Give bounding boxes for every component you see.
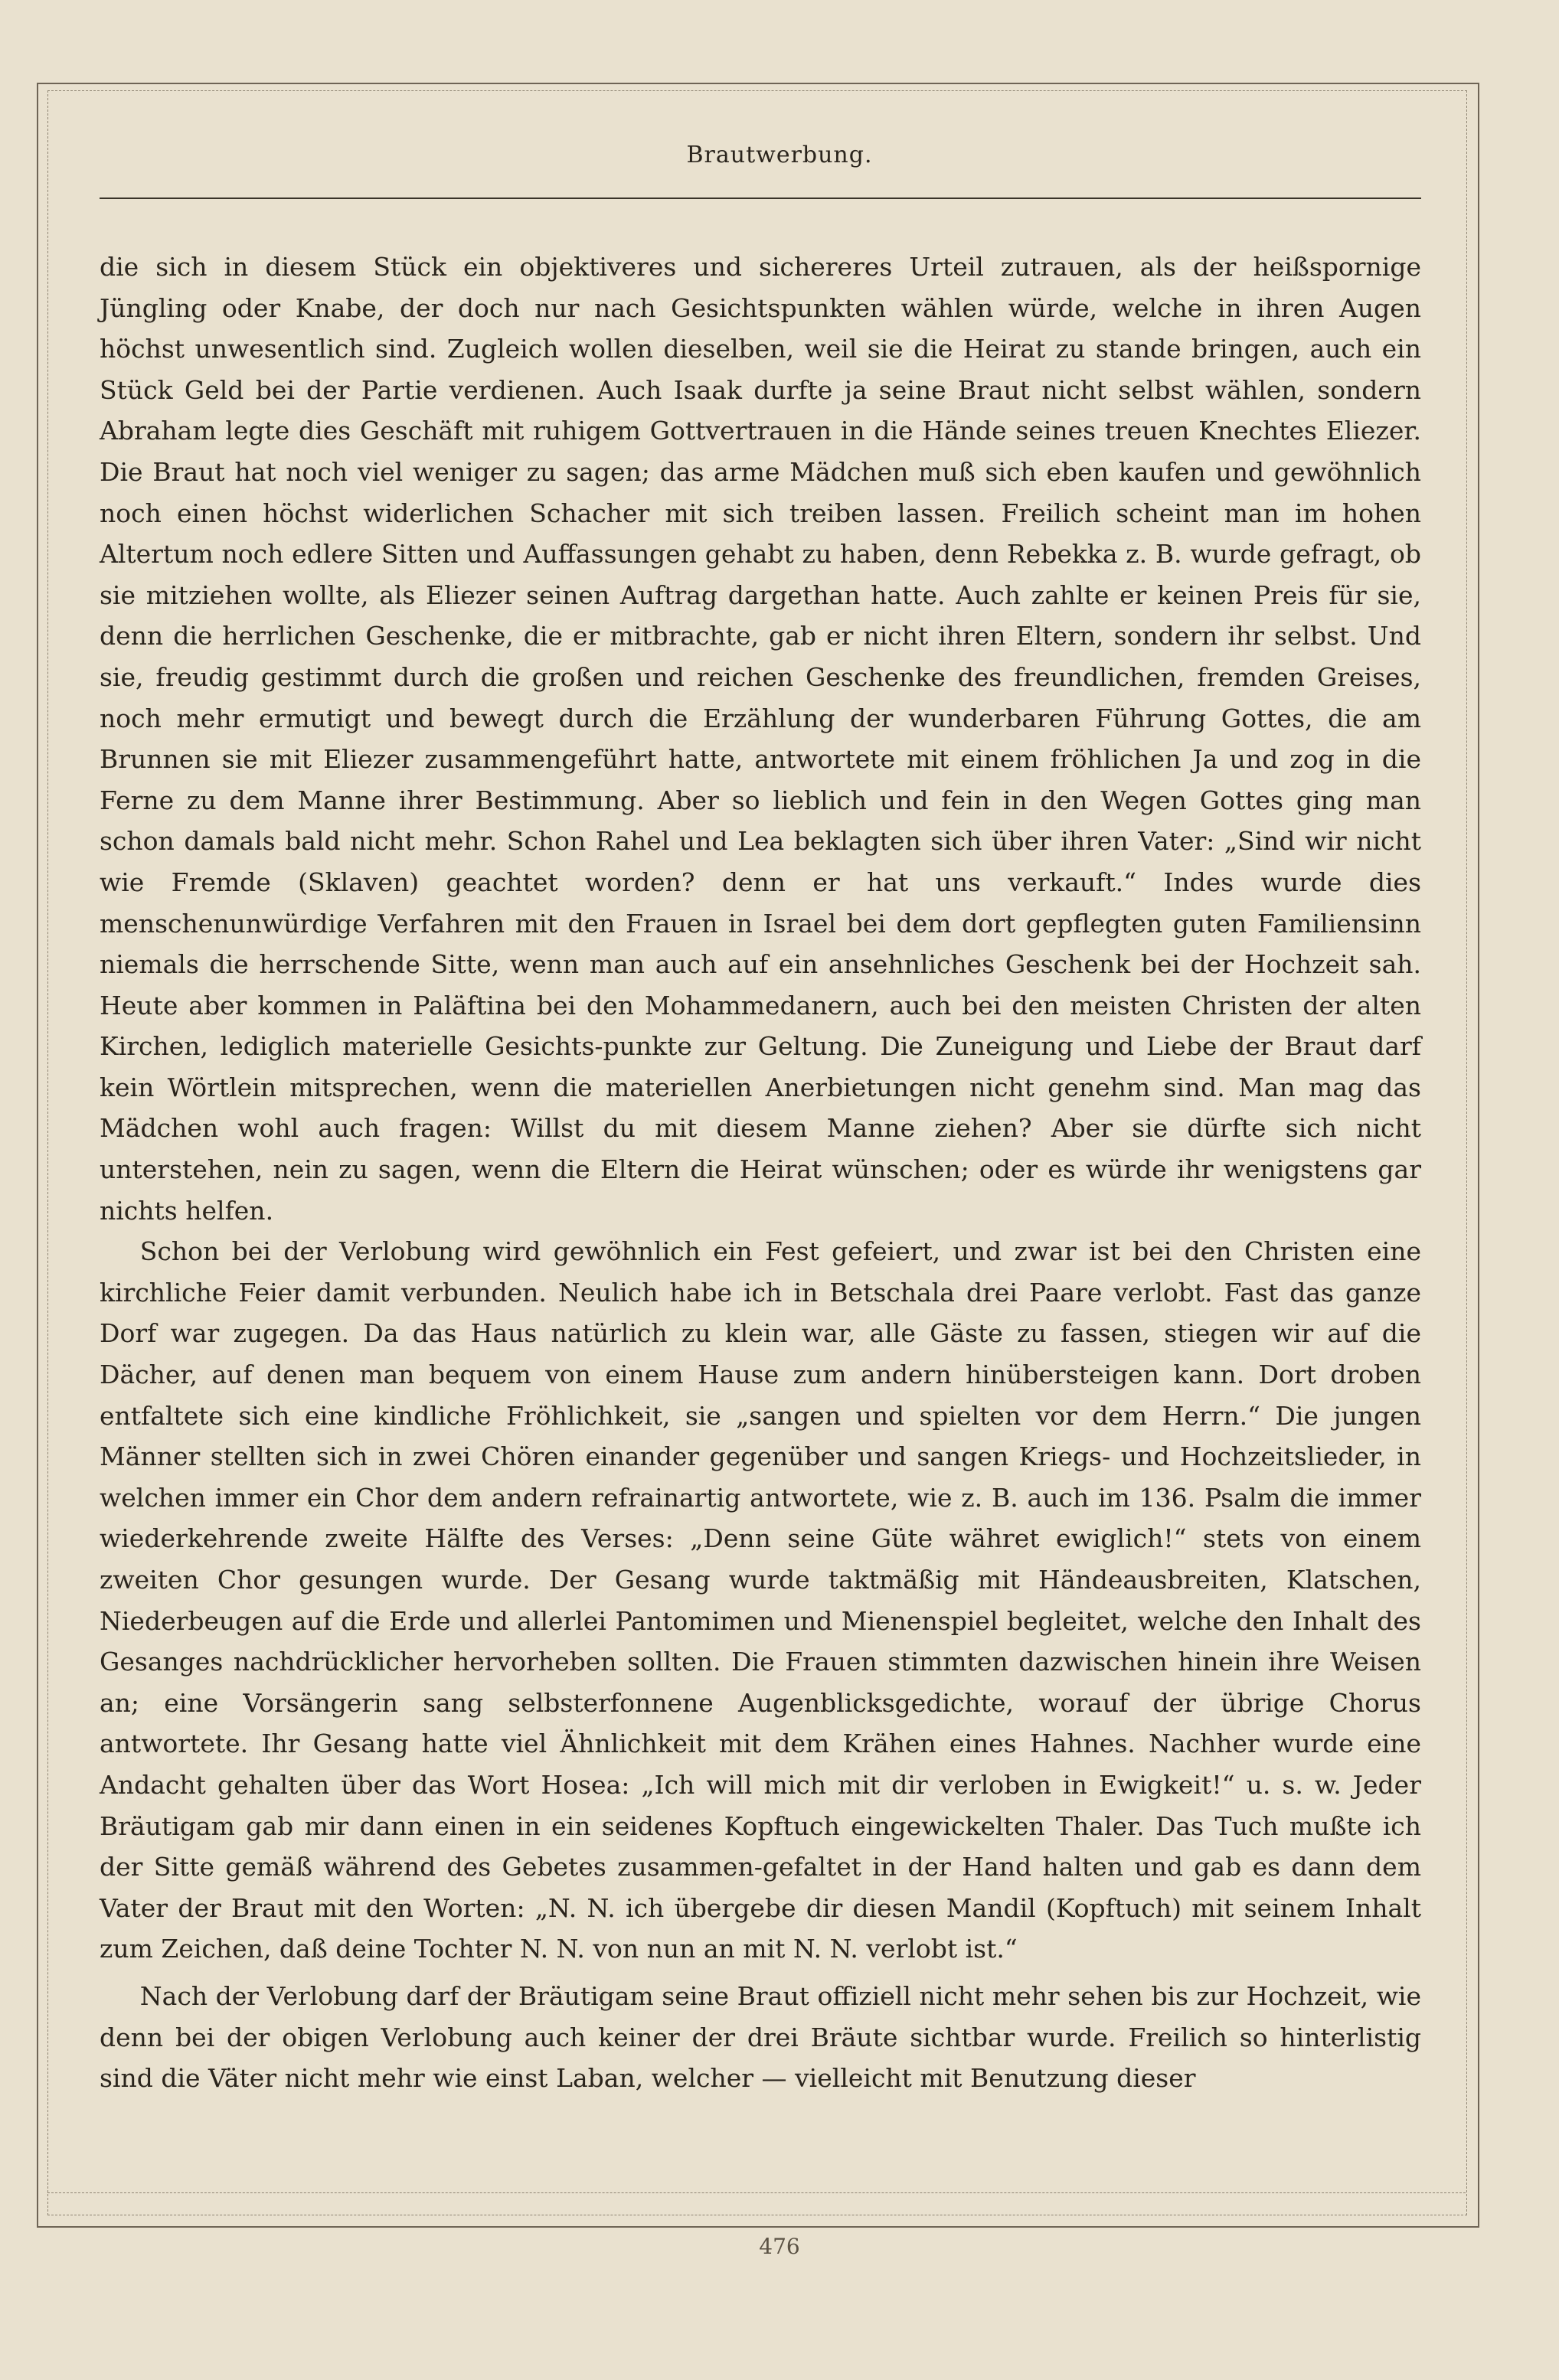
paragraph-3: Nach der Verlobung darf der Bräutigam seine Braut offiziell nicht mehr sehen bis zur Hochzeit, wie denn bei der obigen Verlobung auch keiner der drei Bräute sichtbar wurde. Freilich so hinterlistig sind die Väter nicht mehr wie einst Laban, welcher — vielleicht mit Benutzung dieser: [100, 1980, 1421, 2094]
header-rule: [100, 198, 1421, 199]
footer-rule: [47, 2192, 1466, 2193]
paragraph-2: Schon bei der Verlobung wird gewöhnlich ein Fest gefeiert, und zwar ist bei den Christen eine kirchliche Feier damit verbunden. Neulich habe ich in Betschala drei Paare verlobt. Fast das ganze Dorf war zugegen. Da das Haus natürlich zu klein war, alle Gäste zu fassen, stiegen wir auf die Dächer, auf denen man bequem von einem Hause zum andern hinübersteigen kann. Dort droben entfaltete sich eine kindliche Fröhlichkeit, sie „sangen und spielten vor dem Herrn.“ Die jungen Männer stellten sich in zwei Chören einander gegenüber und sangen Kriegs- und Hochzeitslieder, in welchen immer ein Chor dem andern refrainartig antwortete, wie z. B. auch im 136. Psalm die immer wiederkehrende zweite Hälfte des Verses: „Denn seine Güte währet ewiglich!“ stets von einem zweiten Chor gesungen wurde. Der Gesang wurde taktmäßig mit Händeausbreiten, Klatschen, Niederbeugen auf die Erde und allerlei Pantomimen und Mienenspiel begleitet, welche den Inhalt des Gesanges nachdrücklicher hervorheben sollten. Die Frauen stimmten dazwischen hinein ihre Weisen an; eine Vorsängerin sang selbsterfonnene Augenblicksgedichte, worauf der übrige Chorus antwortete. Ihr Gesang hatte viel Ähnlichkeit mit dem Krähen eines Hahnes. Nachher wurde eine Andacht gehalten über das Wort Hosea: „Ich will mich mit dir verloben in Ewigkeit!“ u. s. w. Jeder Bräutigam gab mir dann einen in ein seidenes Kopftuch eingewickelten Thaler. Das Tuch mußte ich der Sitte gemäß während des Gebetes zusammen-gefaltet in der Hand halten und gab es dann dem Vater der Braut mit den Worten: „N. N. ich übergebe dir diesen Mandil (Kopftuch) mit seinem Inhalt zum Zeichen, daß deine Tochter N. N. von nun an mit N. N. verlobt ist.“: [100, 1236, 1421, 1964]
paragraph-1: die sich in diesem Stück ein objektiveres und sichereres Urteil zutrauen, als der heißspornige Jüngling oder Knabe, der doch nur nach Gesichtspunkten wählen würde, welche in ihren Augen höchst unwesentlich sind. Zugleich wollen dieselben, weil sie die Heirat zu stande bringen, auch ein Stück Geld bei der Partie verdienen. Auch Isaak durfte ja seine Braut nicht selbst wählen, sondern Abraham legte dies Geschäft mit ruhigem Gottvertrauen in die Hände seines treuen Knechtes Eliezer. Die Braut hat noch viel weniger zu sagen; das arme Mädchen muß sich eben kaufen und gewöhnlich noch einen höchst widerlichen Schacher mit sich treiben lassen. Freilich scheint man im hohen Altertum noch edlere Sitten und Auffassungen gehabt zu haben, denn Rebekka z. B. wurde gefragt, ob sie mitziehen wollte, als Eliezer seinen Auftrag dargethan hatte. Auch zahlte er keinen Preis für sie, denn die herrlichen Geschenke, die er mitbrachte, gab er nicht ihren Eltern, sondern ihr selbst. Und sie, freudig gestimmt durch die großen und reichen Geschenke des freundlichen, fremden Greises, noch mehr ermutigt und bewegt durch die Erzählung der wunderbaren Führung Gottes, die am Brunnen sie mit Eliezer zusammengeführt hatte, antwortete mit einem fröhlichen Ja und zog in die Ferne zu dem Manne ihrer Bestimmung. Aber so lieblich und fein in den Wegen Gottes ging man schon damals bald nicht mehr. Schon Rahel und Lea beklagten sich über ihren Vater: „Sind wir nicht wie Fremde (Sklaven) geachtet worden? denn er hat uns verkauft.“ Indes wurde dies menschenunwürdige Verfahren mit den Frauen in Israel bei dem dort gepflegten guten Familiensinn niemals die herrschende Sitte, wenn man auch auf ein ansehnliches Geschenk bei der Hochzeit sah. Heute aber kommen in Paläftina bei den Mohammedanern, auch bei den meisten Christen der alten Kirchen, lediglich materielle Gesichts-punkte zur Geltung. Die Zuneigung und Liebe der Braut darf kein Wörtlein mitsprechen, wenn die materiellen Anerbietungen nicht genehm sind. Man mag das Mädchen wohl auch fragen: Willst du mit diesem Manne ziehen? Aber sie dürfte sich nicht unterstehen, nein zu sagen, wenn die Eltern die Heirat wünschen; oder es würde ihr wenigstens gar nichts helfen.: [100, 252, 1421, 1226]
running-header: Brautwerbung.: [686, 142, 873, 168]
page-number: 476: [759, 2234, 800, 2259]
page-body: [100, 246, 1421, 2099]
